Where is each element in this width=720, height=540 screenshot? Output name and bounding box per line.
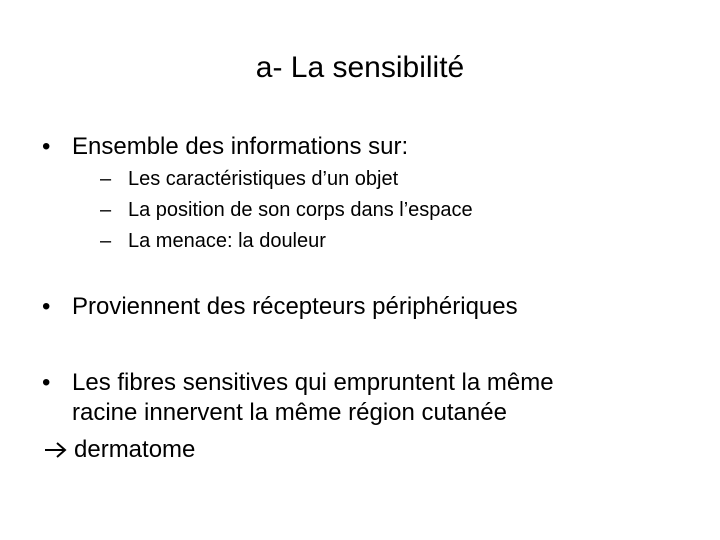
sub-bullet-text: La position de son corps dans l’espace xyxy=(128,199,473,221)
bullet-text: Ensemble des informations sur: xyxy=(72,133,409,160)
bullet-marker: • xyxy=(42,133,51,160)
sub-bullet-text: Les caractéristiques d’un objet xyxy=(128,168,399,190)
bullet-marker: • xyxy=(42,293,51,320)
sub-bullet-marker: – xyxy=(100,230,112,252)
result-text: dermatome xyxy=(74,436,196,463)
sub-bullet-text: La menace: la douleur xyxy=(128,230,326,252)
bullet-marker: • xyxy=(42,369,51,396)
bullet-text-line-2: racine innervent la même région cutanée xyxy=(72,399,507,426)
bullet-text-line-1: Les fibres sensitives qui empruntent la même xyxy=(72,369,554,396)
result-line xyxy=(44,435,195,464)
sub-bullet-marker: – xyxy=(100,199,112,221)
bullet-text: Proviennent des récepteurs périphériques xyxy=(72,293,518,320)
slide-title: a- La sensibilité xyxy=(255,51,465,84)
right-arrow-icon xyxy=(44,435,74,459)
sub-bullet-marker: – xyxy=(100,168,112,190)
